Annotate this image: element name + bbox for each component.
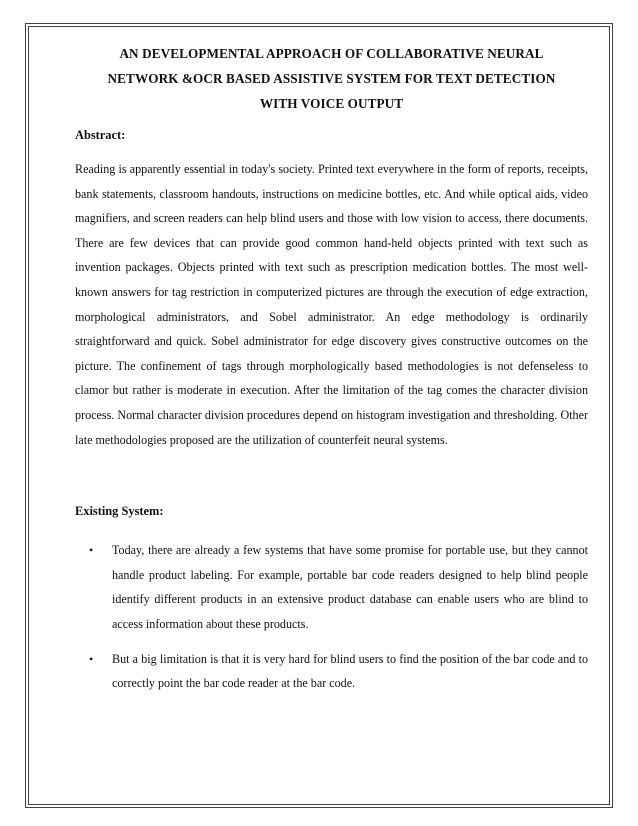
list-item (75, 647, 588, 696)
title-line: AN DEVELOPMENTAL APPROACH OF COLLABORATIVE NEURAL (119, 46, 544, 61)
list-item-text: But a big limitation is that it is very hard for blind users to find the position of the bar code and to correctly point the bar code reader at the bar code. (112, 651, 588, 691)
list-item (75, 538, 588, 636)
title-line: NETWORK &OCR BASED ASSISTIVE SYSTEM FOR TEXT DETECTION (107, 71, 556, 86)
abstract-heading: Abstract: (75, 128, 126, 142)
title-line: WITH VOICE OUTPUT (259, 96, 404, 111)
bullet-icon: • (89, 651, 94, 666)
list-item-text: Today, there are already a few systems that have some promise for portable use, but they cannot handle product labeling. For example, portable bar code readers designed to help blind people identify different products in an extensive product database can enable users who are blind to access information about these products. (112, 543, 588, 631)
bullet-icon: • (89, 543, 94, 558)
existing-system-list (75, 538, 588, 696)
abstract-paragraph: Reading is apparently essential in today's society. Printed text everywhere in the form of reports, receipts, bank statements, classroom handouts, instructions on medicine bottles, etc. And while optical aids, video magnifiers, and screen readers can help blind users and those with low vision to access, there documents. There are few devices that can provide good common hand-held objects printed with text such as invention packages. Objects printed with text such as prescription medication bottles. The most well-known answers for tag restriction in computerized pictures are through the execution of edge extraction, morphological administrators, and Sobel administrator. An edge methodology is ordinarily straightforward and quick. Sobel administrator for edge discovery gives constructive outcomes on the picture. The confinement of tags through morphologically based methodologies is not defenseless to clamor but rather is moderate in execution. After the limitation of the tag comes the character division process. Normal character division procedures depend on histogram investigation and thresholding. Other late methodologies proposed are the utilization of counterfeit neural systems. (75, 162, 588, 447)
existing-system-heading: Existing System: (75, 504, 164, 519)
document-title (75, 41, 588, 116)
page-content (75, 41, 588, 706)
